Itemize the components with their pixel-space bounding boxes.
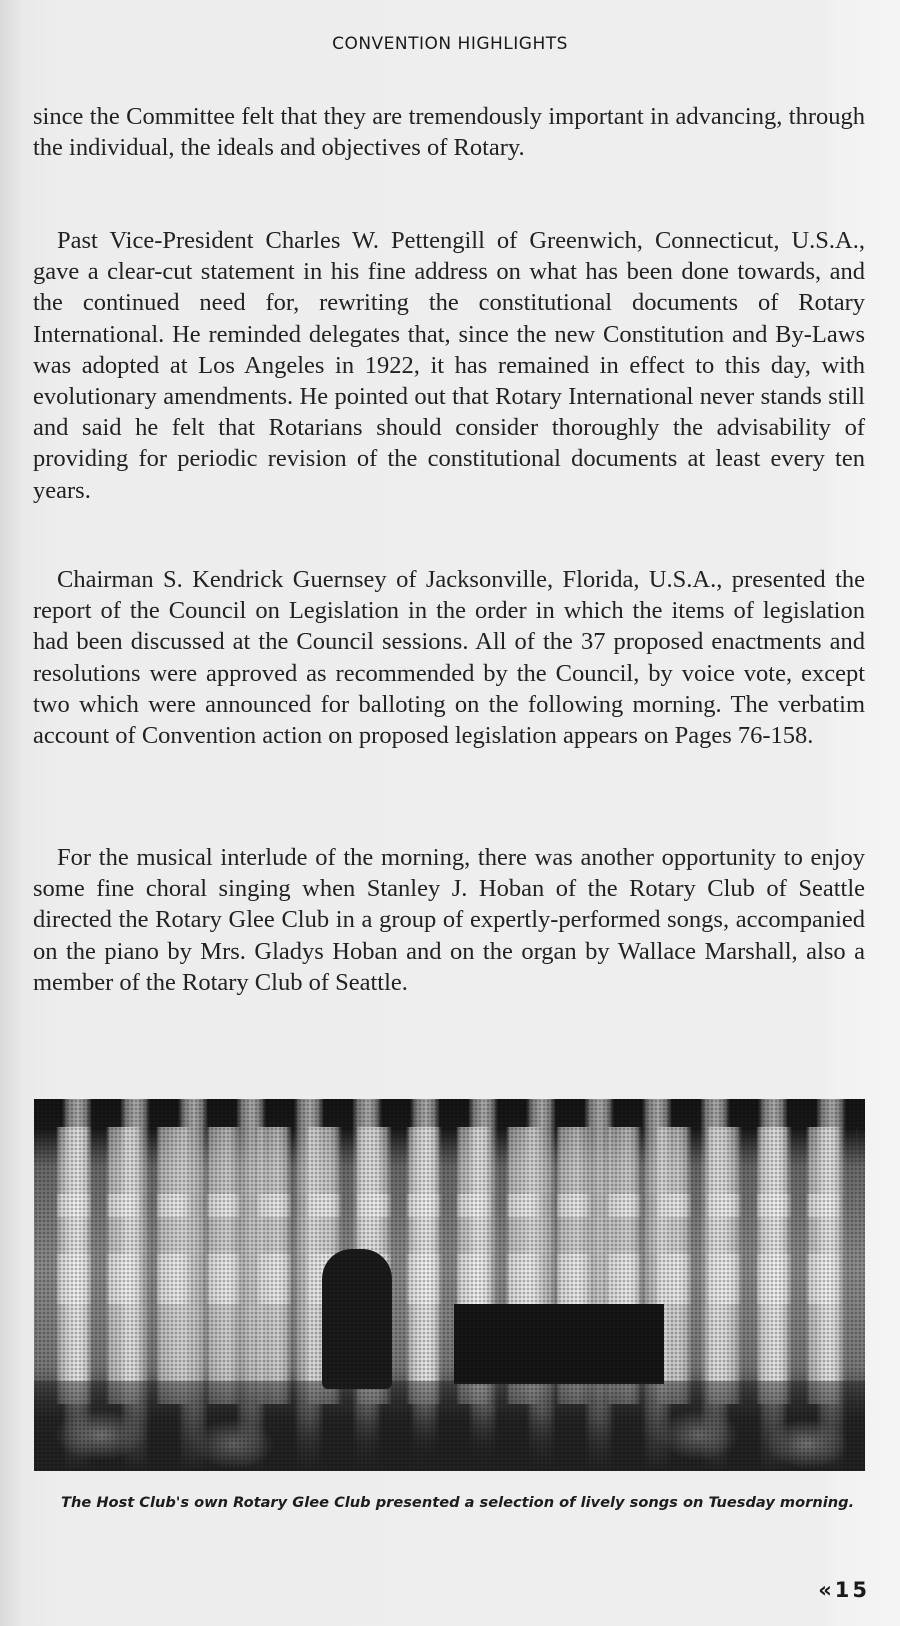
- paragraph-text: since the Committee felt that they are tremendously important in advancing, through the individual, the ideals and objectives of Rotary.: [33, 103, 865, 162]
- glee-club-photo: [34, 1099, 865, 1471]
- page-number: «15: [818, 1578, 870, 1602]
- running-head: CONVENTION HIGHLIGHTS: [332, 34, 568, 54]
- paragraph-continuation: [33, 101, 865, 163]
- paragraph-guernsey: [33, 564, 865, 751]
- paragraph-text: Past Vice-President Charles W. Pettengill of Greenwich, Connecticut, U.S.A., gave a clear-cut statement in his fine address on what has been done towards, and the continued need for, rewriting the constitutional documents of Rotary International. He reminded delegates that, since the new Constitution and By-Laws was adopted at Los Angeles in 1922, it has remained in effect to this day, with evolutionary amendments. He pointed out that Rotary International never stands still and said he felt that Rotarians should consider thoroughly the advisability of providing for periodic revision of the constitutional documents at least every ten years.: [33, 227, 865, 504]
- halftone-texture: [34, 1099, 865, 1471]
- paragraph-text: Chairman S. Kendrick Guernsey of Jacksonville, Florida, U.S.A., presented the report of the Council on Legislation in the order in which the items of legislation had been discussed at the Council sessions. All of the 37 proposed enactments and resolutions were approved as recommended by the Council, by voice vote, except two which were announced for balloting on the following morning. The verbatim account of Convention action on proposed legislation appears on Pages 76-158.: [33, 566, 865, 750]
- paragraph-text: For the musical interlude of the morning, there was another opportunity to enjoy some fine choral singing when Stanley J. Hoban of the Rotary Club of Seattle directed the Rotary Glee Club in a group of expertly-performed songs, accompanied on the piano by Mrs. Gladys Hoban and on the organ by Wallace Marshall, also a member of the Rotary Club of Seattle.: [33, 844, 865, 996]
- paragraph-pettengill: [33, 225, 865, 506]
- paragraph-musical-interlude: [33, 842, 865, 998]
- photo-caption: The Host Club's own Rotary Glee Club presented a selection of lively songs on Tuesday morning.: [61, 1494, 855, 1511]
